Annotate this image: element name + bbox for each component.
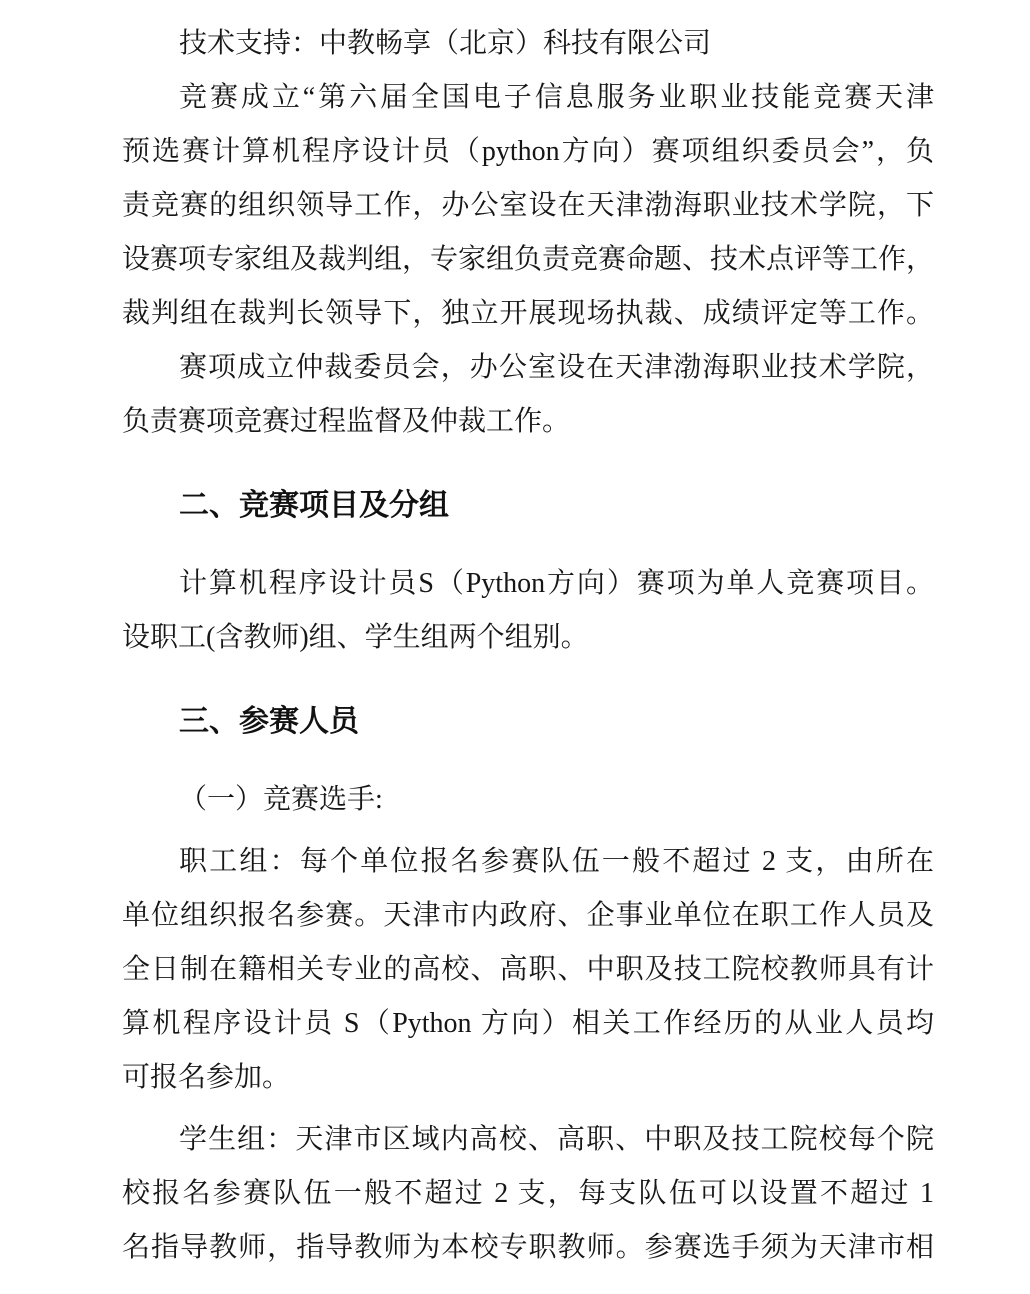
text-line: 单位组织报名参赛。天津市内政府、企事业单位在职工作人员及 <box>122 900 934 931</box>
text-line: 责竞赛的组织领导工作，办公室设在天津渤海职业技术学院，下 <box>122 190 934 221</box>
section-heading-2: 二、竞赛项目及分组 <box>179 489 449 522</box>
text-line: 计算机程序设计员S（Python方向）赛项为单人竞赛项目。 <box>179 568 934 599</box>
paragraph-arbitration <box>122 341 934 449</box>
text-line: 职工组：每个单位报名参赛队伍一般不超过 2 支，由所在 <box>179 846 934 877</box>
text-line: 可报名参加。 <box>122 1062 291 1093</box>
section-heading-3: 三、参赛人员 <box>179 705 359 738</box>
text-line: 名指导教师，指导教师为本校专职教师。参赛选手须为天津市相 <box>122 1232 934 1263</box>
paragraph-support <box>122 17 934 71</box>
text-line: 设赛项专家组及裁判组，专家组负责竞赛命题、技术点评等工作， <box>122 244 934 275</box>
text-line: 学生组：天津市区域内高校、高职、中职及技工院校每个院 <box>179 1124 934 1155</box>
paragraph-student-group <box>122 1113 934 1275</box>
text-line: 校报名参赛队伍一般不超过 2 支，每支队伍可以设置不超过 1 <box>122 1178 934 1209</box>
text-line: 裁判组在裁判长领导下，独立开展现场执裁、成绩评定等工作。 <box>122 298 934 329</box>
subheading-contestants <box>122 773 934 827</box>
text-line: 预选赛计算机程序设计员（python方向）赛项组织委员会”，负 <box>122 136 934 167</box>
text-line: 全日制在籍相关专业的高校、高职、中职及技工院校教师具有计 <box>122 954 934 985</box>
text-line: （一）竞赛选手: <box>179 784 383 815</box>
paragraph-staff-group <box>122 835 934 1105</box>
text-line: 算机程序设计员 S（Python 方向）相关工作经历的从业人员均 <box>122 1008 934 1039</box>
paragraph-committee <box>122 71 934 341</box>
paragraph-project <box>122 557 934 665</box>
text-line: 竞赛成立“第六届全国电子信息服务业职业技能竞赛天津 <box>179 82 934 113</box>
text-line: 技术支持：中教畅享（北京）科技有限公司 <box>179 28 712 59</box>
text-line: 赛项成立仲裁委员会，办公室设在天津渤海职业技术学院， <box>179 352 934 383</box>
text-line: 负责赛项竞赛过程监督及仲裁工作。 <box>122 406 571 437</box>
text-line: 设职工(含教师)组、学生组两个组别。 <box>122 622 589 653</box>
